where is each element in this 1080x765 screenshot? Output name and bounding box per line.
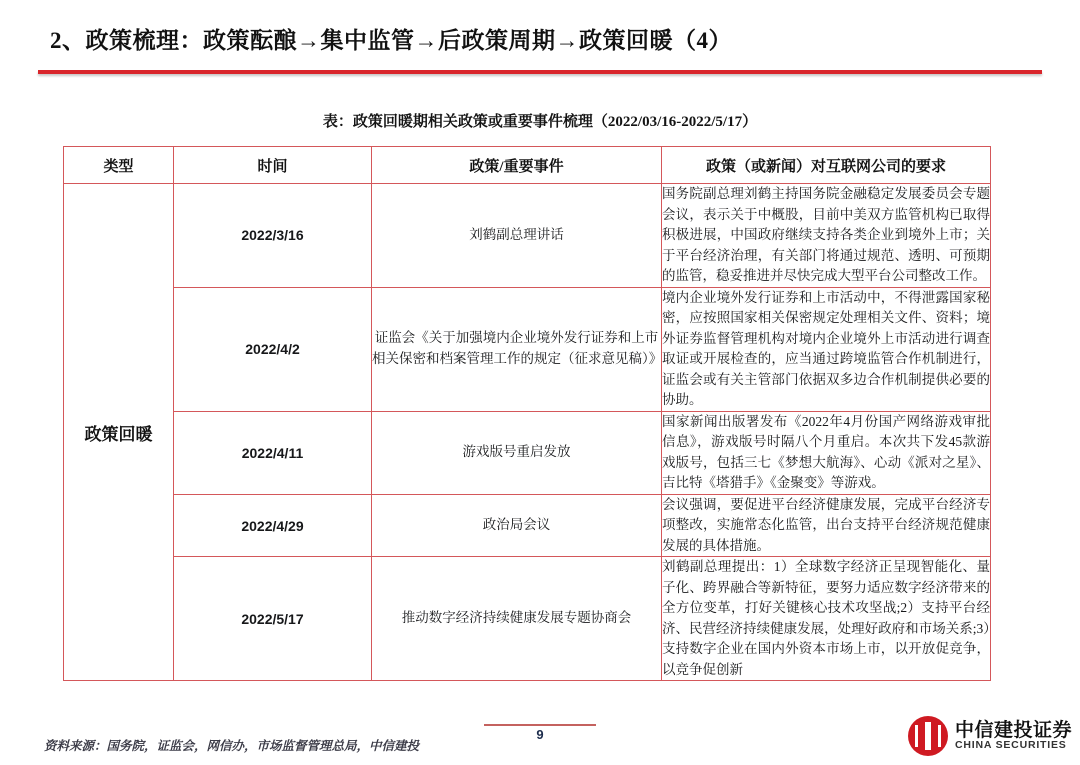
cell-type-policy-warming: 政策回暖 [64, 184, 174, 681]
cell-time: 2022/3/16 [174, 184, 372, 288]
logo-text-block [955, 721, 1072, 752]
column-header-requirement: 政策（或新闻）对互联网公司的要求 [662, 147, 991, 184]
cell-time: 2022/4/2 [174, 287, 372, 411]
table-row [64, 287, 991, 411]
policy-table [63, 146, 991, 681]
table-row [64, 184, 991, 288]
logo-name-en: CHINA SECURITIES [955, 739, 1067, 752]
table-row [64, 494, 991, 557]
cell-requirement: 国家新闻出版署发布《2022年4月份国产网络游戏审批信息》，游戏版号时隔八个月重启。本次共下发45款游戏版号，包括三七《梦想大航海》、心动《派对之星》、吉比特《塔猎手》《金聚变》等游戏。 [662, 411, 991, 494]
table-row [64, 411, 991, 494]
cell-time: 2022/5/17 [174, 557, 372, 681]
company-logo [908, 716, 1072, 756]
cell-event: 政治局会议 [372, 494, 662, 557]
cell-requirement: 境内企业境外发行证券和上市活动中，不得泄露国家秘密，应按照国家相关保密规定处理相关文件、资料；境外证券监督管理机构对境内企业境外上市活动进行调查取证或开展检查的，应当通过跨境监管合作机制进行，证监会或有关主管部门依据双多边合作机制提供必要的协助。 [662, 287, 991, 411]
page-number-divider [484, 724, 596, 726]
cell-requirement: 国务院副总理刘鹤主持国务院金融稳定发展委员会专题会议，表示关于中概股，目前中美双方监管机构已取得积极进展，中国政府继续支持各类企业到境外上市；关于平台经济治理，有关部门将通过规范、透明、可预期的监管，稳妥推进并尽快完成大型平台公司整改工作。 [662, 184, 991, 288]
cell-requirement: 刘鹤副总理提出：1）全球数字经济正呈现智能化、量子化、跨界融合等新特征，要努力适应数字经济带来的全方位变革，打好关键核心技术攻坚战;2）支持平台经济、民营经济持续健康发展，处理好政府和市场关系;3）支持数字企业在国内外资本市场上市，以开放促竞争，以竞争促创新 [662, 557, 991, 681]
table-header [64, 147, 991, 184]
title-divider [38, 70, 1042, 74]
cell-time: 2022/4/11 [174, 411, 372, 494]
column-header-type: 类型 [64, 147, 174, 184]
cell-event: 推动数字经济持续健康发展专题协商会 [372, 557, 662, 681]
cell-event: 证监会《关于加强境内企业境外发行证券和上市相关保密和档案管理工作的规定（征求意见稿）》 [372, 287, 662, 411]
table-body [64, 184, 991, 681]
citic-emblem-icon [908, 716, 948, 756]
source-note: 资料来源：国务院，证监会，网信办，市场监督管理总局，中信建投 [44, 739, 420, 753]
page-title: 2、政策梳理：政策酝酿→集中监管→后政策周期→政策回暖（4） [50, 28, 732, 53]
table-header-row [64, 147, 991, 184]
column-header-time: 时间 [174, 147, 372, 184]
cell-event: 刘鹤副总理讲话 [372, 184, 662, 288]
cell-requirement: 会议强调，要促进平台经济健康发展，完成平台经济专项整改，实施常态化监管，出台支持平台经济规范健康发展的具体措施。 [662, 494, 991, 557]
table-row [64, 557, 991, 681]
table-caption: 表：政策回暖期相关政策或重要事件梳理（2022/03/16-2022/5/17） [322, 114, 758, 130]
column-header-event: 政策/重要事件 [372, 147, 662, 184]
cell-time: 2022/4/29 [174, 494, 372, 557]
page-number: 9 [536, 727, 544, 742]
policy-table-container [63, 146, 990, 681]
logo-name-cn: 中信建投证券 [955, 719, 1073, 741]
cell-event: 游戏版号重启发放 [372, 411, 662, 494]
